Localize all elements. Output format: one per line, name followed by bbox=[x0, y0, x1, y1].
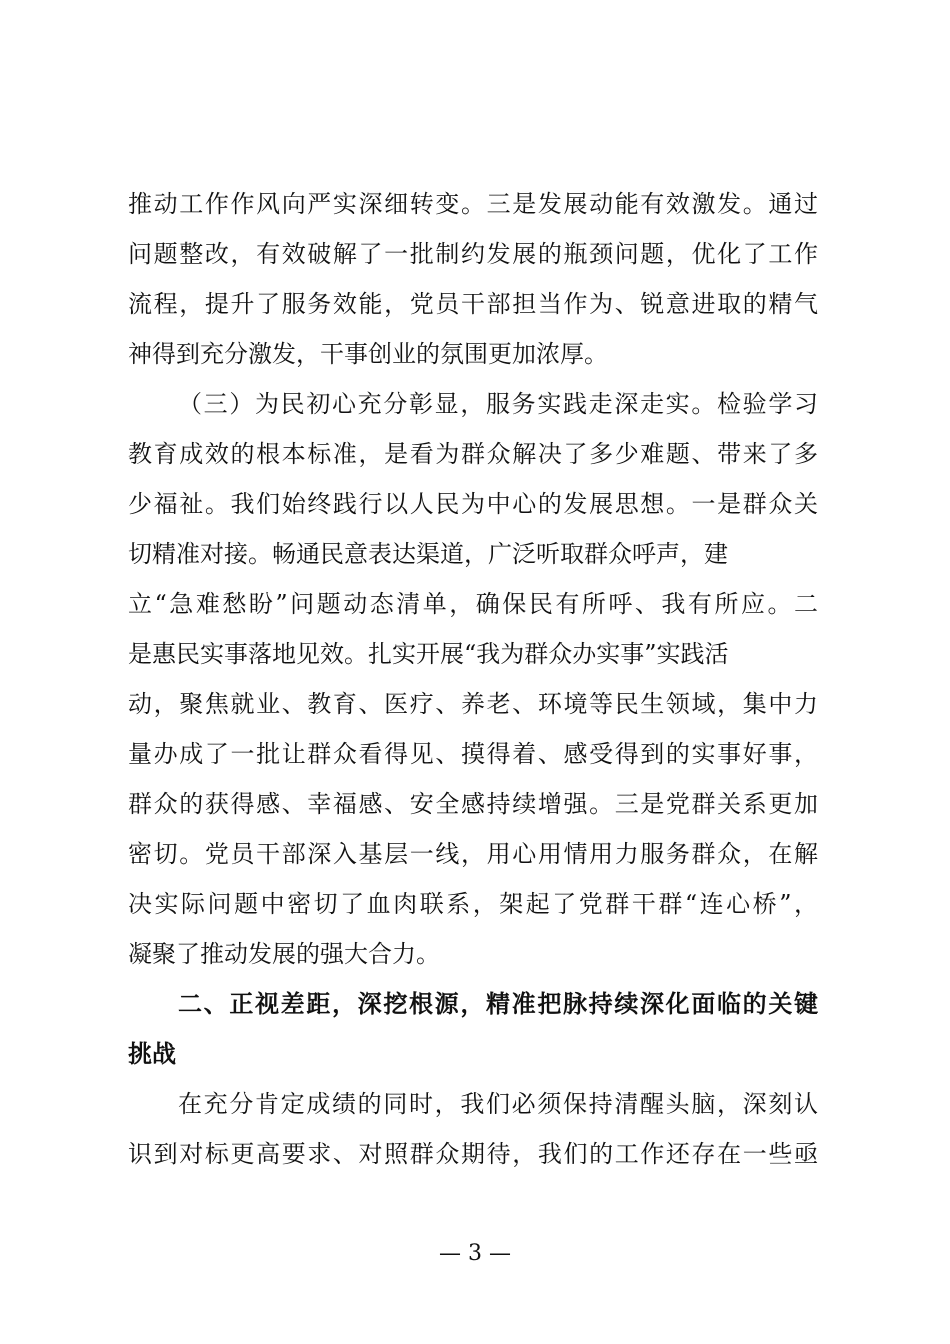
body-text-line: 决实际问题中密切了血肉联系，架起了党群干群“连心桥”， bbox=[128, 890, 818, 918]
body-text-line: 凝聚了推动发展的强大合力。 bbox=[128, 940, 440, 968]
section-heading-continued: 挑战 bbox=[128, 1040, 176, 1068]
body-text-line: 立“急难愁盼”问题动态清单，确保民有所呼、我有所应。二 bbox=[128, 590, 818, 618]
body-text-line: 切精准对接。畅通民意表达渠道，广泛听取群众呼声，建 bbox=[128, 540, 728, 568]
page-number: — 3 — bbox=[439, 1241, 511, 1266]
body-text-line: 推动工作作风向严实深细转变。三是发展动能有效激发。通过 bbox=[128, 190, 818, 218]
body-text-line: 密切。党员干部深入基层一线，用心用情用力服务群众，在解 bbox=[128, 840, 818, 868]
body-text-line: 神得到充分激发，干事创业的氛围更加浓厚。 bbox=[128, 340, 608, 368]
section-lead-line: （三）为民初心充分彰显，服务实践走深走实。检验学习 bbox=[178, 390, 818, 418]
body-text-line: 群众的获得感、幸福感、安全感持续增强。三是党群关系更加 bbox=[128, 790, 818, 818]
body-text-line: 动，聚焦就业、教育、医疗、养老、环境等民生领域，集中力 bbox=[128, 690, 818, 718]
section-heading: 二、正视差距，深挖根源，精准把脉持续深化面临的关键 bbox=[178, 990, 818, 1018]
body-text-line: 量办成了一批让群众看得见、摸得着、感受得到的实事好事， bbox=[128, 740, 818, 768]
body-text-line: 是惠民实事落地见效。扎实开展“我为群众办实事”实践活 bbox=[128, 640, 729, 668]
body-text-line: 问题整改，有效破解了一批制约发展的瓶颈问题，优化了工作 bbox=[128, 240, 818, 268]
body-text-line: 识到对标更高要求、对照群众期待，我们的工作还存在一些亟 bbox=[128, 1140, 818, 1168]
body-text-line: 在充分肯定成绩的同时，我们必须保持清醒头脑，深刻认 bbox=[178, 1090, 818, 1118]
body-text-line: 教育成效的根本标准，是看为群众解决了多少难题、带来了多 bbox=[128, 440, 818, 468]
body-text-line: 流程，提升了服务效能，党员干部担当作为、锐意进取的精气 bbox=[128, 290, 818, 318]
body-text-line: 少福祉。我们始终践行以人民为中心的发展思想。一是群众关 bbox=[128, 490, 818, 518]
